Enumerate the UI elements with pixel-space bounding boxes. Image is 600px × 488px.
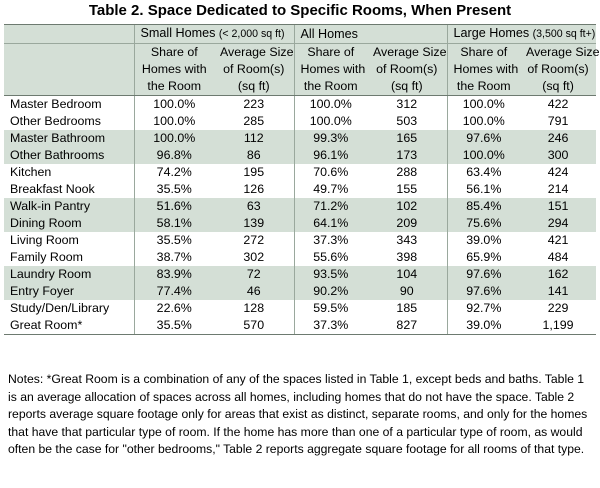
table-row [4, 283, 596, 300]
group-name: All Homes [300, 26, 358, 41]
group-large-homes [447, 25, 596, 44]
header-share-of-homes [447, 44, 520, 96]
share-value: 51.6% [134, 198, 214, 215]
room-name: Entry Foyer [4, 283, 134, 300]
size-value: 72 [214, 266, 294, 283]
header-line: of Room(s) [376, 62, 438, 76]
room-space-table [4, 24, 600, 335]
header-share-of-homes [294, 44, 367, 96]
size-value: 503 [396, 114, 418, 128]
room-name: Dining Room [4, 215, 134, 232]
size-value: 214 [547, 182, 569, 196]
header-line: the Room [456, 79, 511, 93]
share-value: 39.0% [447, 317, 520, 335]
share-value: 100.0% [294, 96, 367, 114]
table-title: Table 2. Space Dedicated to Specific Rooms, When Present [88, 2, 512, 19]
share-value: 100.0% [294, 113, 367, 130]
size-value: 102 [367, 198, 447, 215]
size-value: 126 [243, 182, 265, 196]
share-value: 97.6% [447, 130, 520, 147]
group-small-homes [134, 25, 294, 44]
size-value: 398 [396, 250, 418, 264]
header-line: Share of [460, 45, 508, 59]
room-name: Master Bathroom [4, 130, 134, 147]
header-line: (sq ft) [390, 79, 423, 93]
share-value: 100.0% [447, 113, 520, 130]
share-value: 83.9% [134, 266, 214, 283]
header-line: Average Size [220, 45, 294, 59]
share-value: 64.1% [294, 215, 367, 232]
share-value: 85.4% [447, 198, 520, 215]
size-value: 343 [396, 233, 418, 247]
size-value: 246 [520, 130, 596, 147]
share-value: 71.2% [294, 198, 367, 215]
size-value: 173 [367, 147, 447, 164]
share-value: 59.5% [294, 300, 367, 317]
share-value: 35.5% [134, 181, 214, 198]
room-name: Living Room [10, 233, 79, 247]
share-value: 35.5% [134, 317, 214, 335]
share-value: 100.0% [134, 113, 214, 130]
share-value: 75.6% [447, 215, 520, 232]
share-value: 35.5% [134, 232, 214, 249]
share-value: 97.6% [447, 266, 520, 283]
header-line: Homes with [453, 62, 519, 76]
size-value: 162 [520, 266, 596, 283]
share-value: 55.6% [294, 249, 367, 266]
room-name: Walk-in Pantry [4, 198, 134, 215]
room-name: Great Room* [4, 317, 134, 335]
table-row [4, 198, 596, 215]
share-value: 77.4% [134, 283, 214, 300]
header-line: of Room(s) [223, 62, 285, 76]
share-value: 100.0% [134, 96, 214, 114]
room-name: Family Room [10, 250, 83, 264]
share-value: 97.6% [447, 283, 520, 300]
size-value: 128 [243, 301, 265, 315]
size-value: 46 [214, 283, 294, 300]
size-value: 139 [214, 215, 294, 232]
group-all-homes [294, 25, 447, 44]
share-value: 58.1% [134, 215, 214, 232]
header-line: of Room(s) [527, 62, 589, 76]
header-line: (sq ft) [237, 79, 270, 93]
share-value: 49.7% [294, 181, 367, 198]
header-average-size [367, 44, 447, 96]
size-value: 288 [396, 165, 418, 179]
share-value: 74.2% [134, 164, 214, 181]
table-row [4, 215, 596, 232]
table-row [4, 96, 596, 114]
header-line: Share of [150, 45, 198, 59]
size-value: 791 [547, 114, 569, 128]
header-average-size [214, 44, 294, 96]
room-name: Master Bedroom [10, 97, 102, 111]
table-row [4, 317, 596, 335]
size-value: 422 [547, 97, 569, 111]
size-value: 90 [367, 283, 447, 300]
room-name: Kitchen [10, 165, 52, 179]
notes: Notes: *Great Room is a combination of any of the spaces listed in Table 1, except beds and baths. Table 1 is an average allocation of spaces across all homes, including homes that do not have the space. Table 2 reports average square footage only for areas that exist as distinct, separate rooms, and only for the homes that have that particular type of room. If the home has more than one of a particular type of room, as would often be the case for "other bedrooms," Table 2 reports aggregate square footage for all rooms of that type. [8, 372, 588, 457]
share-value: 100.0% [134, 130, 214, 147]
share-value: 90.2% [294, 283, 367, 300]
share-value: 70.6% [294, 164, 367, 181]
size-value: 209 [367, 215, 447, 232]
size-value: 424 [547, 165, 569, 179]
header-line: Average Size [526, 45, 600, 59]
share-value: 100.0% [447, 96, 520, 114]
table-row [4, 232, 596, 249]
size-value: 195 [243, 165, 265, 179]
header-line: Homes with [300, 62, 366, 76]
size-value: 86 [214, 147, 294, 164]
share-value: 56.1% [447, 181, 520, 198]
size-value: 155 [396, 182, 418, 196]
size-value: 312 [396, 97, 418, 111]
group-name: Large Homes [453, 26, 530, 40]
group-header-row [4, 25, 596, 44]
share-value: 99.3% [294, 130, 367, 147]
share-value: 38.7% [134, 249, 214, 266]
size-value: 165 [367, 130, 447, 147]
size-value: 104 [367, 266, 447, 283]
size-value: 141 [520, 283, 596, 300]
header-line: the Room [147, 79, 202, 93]
room-name: Other Bedrooms [10, 114, 101, 128]
size-value: 484 [547, 250, 569, 264]
share-value: 93.5% [294, 266, 367, 283]
table-row [4, 300, 596, 317]
size-value: 63 [214, 198, 294, 215]
header-line: Share of [307, 45, 355, 59]
share-value: 100.0% [447, 147, 520, 164]
column-header-row [4, 44, 596, 96]
size-value: 421 [547, 233, 569, 247]
header-line: Homes with [141, 62, 207, 76]
share-value: 37.3% [294, 317, 367, 335]
room-name: Other Bathrooms [4, 147, 134, 164]
share-value: 22.6% [134, 300, 214, 317]
header-line: Average Size [373, 45, 447, 59]
size-value: 112 [214, 130, 294, 147]
table-row [4, 130, 596, 147]
room-name: Breakfast Nook [10, 182, 95, 196]
group-sub: (3,500 sq ft+) [532, 28, 596, 40]
group-sub: (< 2,000 sq ft) [218, 28, 285, 40]
corner-cell [4, 25, 134, 44]
size-value: 223 [243, 97, 265, 111]
table-row [4, 266, 596, 283]
table-row [4, 181, 596, 198]
share-value: 92.7% [447, 300, 520, 317]
table-row [4, 164, 596, 181]
size-value: 827 [367, 317, 447, 335]
share-value: 39.0% [447, 232, 520, 249]
size-value: 272 [243, 233, 265, 247]
header-average-size [520, 44, 600, 96]
share-value: 96.1% [294, 147, 367, 164]
size-value: 285 [243, 114, 265, 128]
corner-cell [4, 44, 134, 96]
size-value: 229 [547, 301, 569, 315]
header-line: the Room [303, 79, 358, 93]
share-value: 37.3% [294, 232, 367, 249]
table-row [4, 113, 596, 130]
header-line: (sq ft) [542, 79, 574, 93]
size-value: 151 [520, 198, 596, 215]
size-value: 302 [243, 250, 265, 264]
size-value: 300 [520, 147, 596, 164]
share-value: 96.8% [134, 147, 214, 164]
room-name: Study/Den/Library [10, 301, 110, 315]
share-value: 65.9% [447, 249, 520, 266]
table-row [4, 249, 596, 266]
header-share-of-homes [134, 44, 214, 96]
group-name: Small Homes [140, 26, 216, 40]
share-value: 63.4% [447, 164, 520, 181]
size-value: 294 [520, 215, 596, 232]
size-value: 570 [214, 317, 294, 335]
room-name: Laundry Room [4, 266, 134, 283]
size-value: 185 [396, 301, 418, 315]
size-value: 1,199 [520, 317, 596, 335]
table-row [4, 147, 596, 164]
